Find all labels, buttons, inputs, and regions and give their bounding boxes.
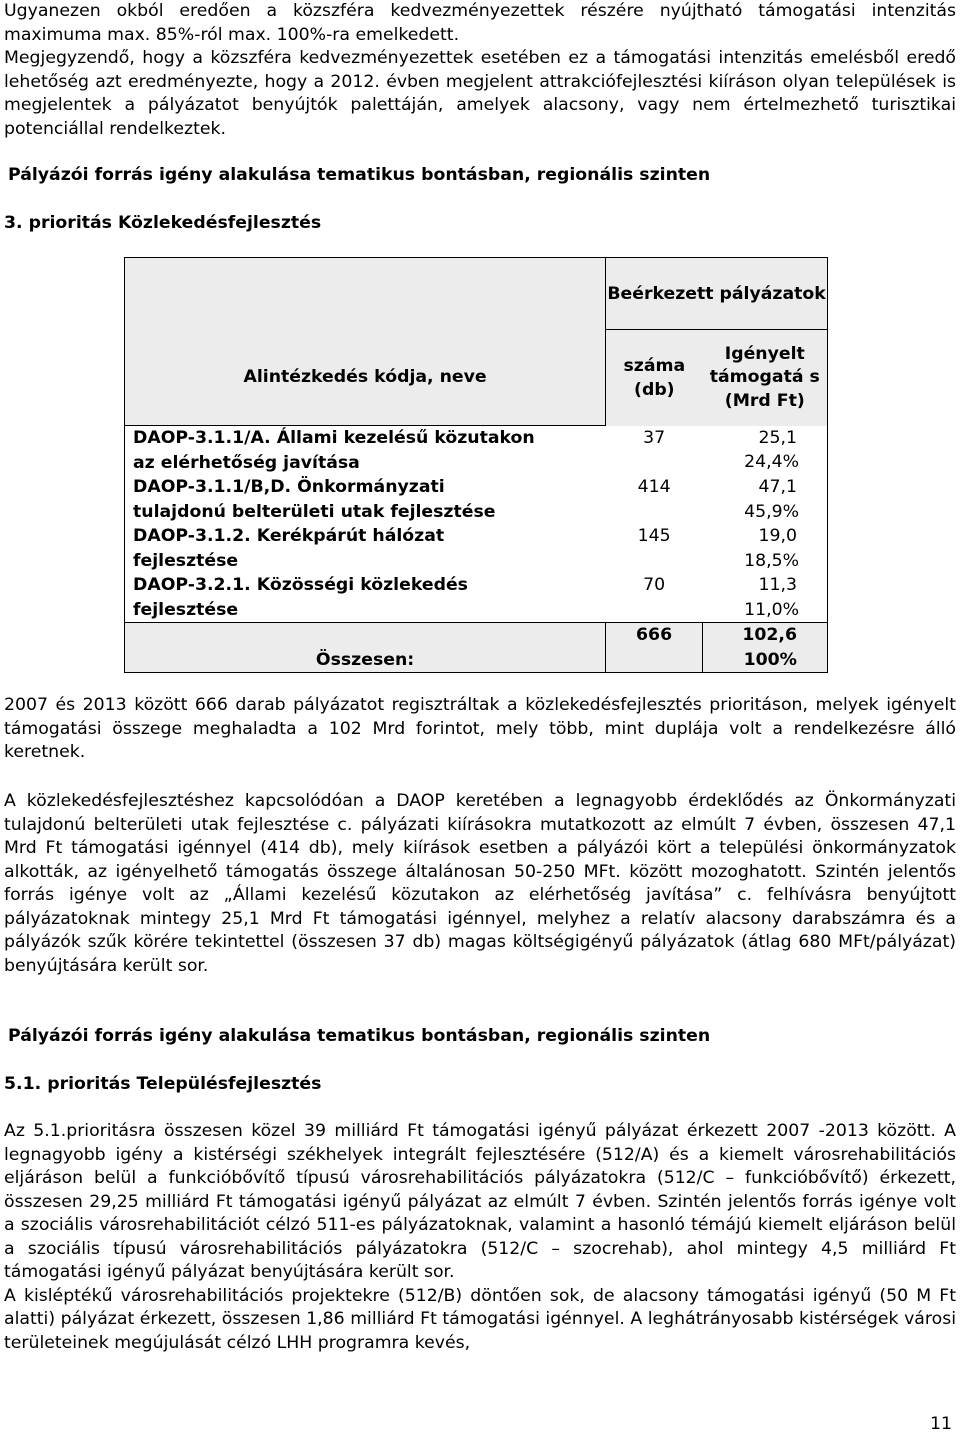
row-count: 70	[643, 575, 666, 595]
row-name-line2: az elérhetőség javítása	[133, 452, 360, 473]
priority-3-table	[124, 257, 828, 673]
row-name-line1: DAOP-3.1.1/B,D. Önkormányzati	[133, 477, 445, 497]
table-group-header: Beérkezett pályázatok	[606, 258, 828, 330]
paragraph-after-table	[4, 694, 956, 765]
row-support: 47,1	[758, 477, 797, 497]
table-row	[125, 475, 828, 524]
section-heading-1: Pályázói forrás igény alakulása tematikus bontásban, regionális szinten	[8, 165, 711, 185]
row-name-line2: fejlesztése	[133, 550, 239, 571]
row-name-line1: DAOP-3.2.1. Közösségi közlekedés	[133, 575, 468, 595]
total-label: Összesen:	[125, 623, 606, 673]
row-name-line1: DAOP-3.1.2. Kerékpárút hálózat	[133, 526, 445, 546]
total-support: 102,6	[742, 625, 797, 645]
row-support: 25,1	[758, 427, 797, 448]
section-heading-2: Pályázói forrás igény alakulása tematikus bontásban, regionális szinten	[8, 1026, 711, 1046]
table-row	[125, 573, 828, 623]
table-header-name: Alintézkedés kódja, neve	[125, 330, 606, 426]
daop-paragraph: A közlekedésfejlesztéshez kapcsolódóan a DAOP keretében a legnagyobb érdeklődés az Önkormányzati tulajdonú belterületi utak fejlesztése c. pályázati kiírásokra mutatkozott az elmúlt 7 évben, összesen 47,1 Mrd Ft támogatási igénnyel (414 db), mely kiírások esetben a pályázói kört a települési önkormányzatok alkották, az igényelhető támogatás összege általánosan 50-250 MFt. között mozoghatott. Szintén jelentős forrás igénye volt az „Állami kezelésű közutakon az elérhetőség javítása” c. felhívásra benyújtott pályázatoknak mintegy 25,1 Mrd Ft támogatási igénnyel, melyhez a relatív alacsony darabszámra és a pályázók szűk körére tekintettel (összesen 37 db) magas költségigényű pályázatok (átlag 680 MFt/pályázat) benyújtására került sor.	[4, 791, 956, 976]
row-name-line1: DAOP-3.1.1/A. Állami kezelésű közutakon	[133, 428, 535, 448]
intro-section	[4, 0, 956, 141]
page-number: 11	[930, 1414, 952, 1434]
row-share: 24,4%	[744, 452, 799, 472]
summary-paragraph: 2007 és 2013 között 666 darab pályázatot regisztráltak a közlekedésfejlesztés prioritáson, melyek igényelt támogatási összege meghaladta a 102 Mrd forintot, mely több, mint duplája volt a rendelkezésre álló keretnek.	[4, 695, 956, 762]
total-share: 100%	[743, 649, 797, 670]
intro-paragraph-1: Ugyanezen okból eredően a közszféra kedvezményezettek részére nyújtható támogatási intenzitás maximuma max. 85%-ról max. 100%-ra emelkedett.	[4, 1, 956, 45]
row-count: 37	[643, 427, 666, 448]
row-count: 414	[637, 477, 671, 497]
row-share: 18,5%	[744, 550, 799, 571]
row-support: 11,3	[758, 575, 797, 595]
table-header-count: száma (db)	[606, 330, 703, 426]
priority-5-1-paragraph-b: A kisléptékű városrehabilitációs projektekre (512/B) döntően sok, de alacsony támogatási igényű (50 M Ft alatti) pályázat érkezett, összesen 1,86 milliárd Ft támogatási igénnyel. A leghátrányosabb kistérségek városi területeinek megújulását célzó LHH programra kevés,	[4, 1285, 956, 1353]
table-row	[125, 524, 828, 573]
table-header-blank	[125, 258, 606, 330]
table-total-row	[125, 623, 828, 673]
priority-title-5-1: 5.1. prioritás Településfejlesztés	[4, 1074, 322, 1094]
row-share: 45,9%	[744, 501, 799, 522]
row-name-line2: tulajdonú belterületi utak fejlesztése	[133, 501, 496, 522]
row-count: 145	[637, 526, 671, 546]
total-count: 666	[606, 623, 703, 673]
paragraph-5-1	[4, 1120, 956, 1355]
table-row	[125, 426, 828, 476]
table-header-support: Igényelt támogatá s (Mrd Ft)	[703, 330, 828, 426]
paragraph-daop	[4, 790, 956, 978]
intro-paragraph-2: Megjegyzendő, hogy a közszféra kedvezményezettek esetében ez a támogatási intenzitás emelésből eredő lehetőség azt eredményezte, hogy a 2012. évben megjelent attrakciófejlesztési kiíráson olyan települések is megjelentek a pályázatot benyújtók palettáján, amelyek alacsony, vagy nem értelmezhető turisztikai potenciállal rendelkeztek.	[4, 48, 956, 139]
priority-5-1-paragraph-a: Az 5.1.prioritásra összesen közel 39 milliárd Ft támogatási igényű pályázat érkezett 2007 -2013 között. A legnagyobb igény a kistérségi székhelyek integrált fejlesztésére (512/A) és a kiemelt városrehabilitációs eljáráson belül a funkcióbővítő típusú városrehabilitációs pályázatokra (512/C – funkcióbővítő) érkezett, összesen 29,25 milliárd Ft támogatási igényű pályázat az elmúlt 7 évben. Szintén jelentős forrás igénye volt a szociális városrehabilitációt célzó 511-es pályázatoknak, valamint a hasonló témájú kiemelt eljáráson belül a szociális típusú városrehabilitációs pályázatokra (512/C – szocrehab), ahol mintegy 4,5 milliárd Ft támogatási igényű pályázat benyújtására került sor.	[4, 1121, 956, 1282]
priority-title-3: 3. prioritás Közlekedésfejlesztés	[4, 213, 322, 233]
row-share: 11,0%	[744, 599, 799, 620]
row-support: 19,0	[758, 526, 797, 546]
row-name-line2: fejlesztése	[133, 599, 239, 620]
